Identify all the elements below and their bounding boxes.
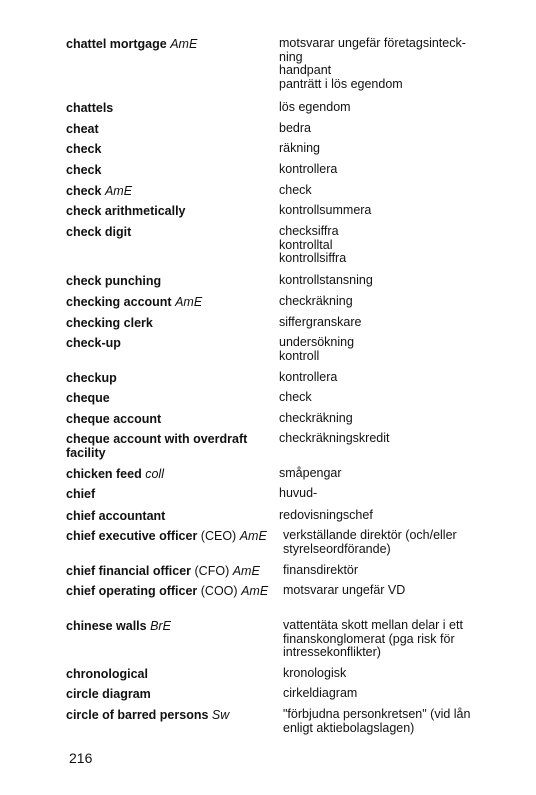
usage-label: AmE [239,529,267,543]
entry-term [66,225,286,239]
entry-translation: finansdirektör [283,563,359,577]
entry-term [66,432,286,460]
term-text: check arithmetically [66,204,186,218]
term-text: chattels [66,101,114,115]
entry-translation: bedra [279,121,311,135]
term-text: circle diagram [66,687,151,701]
entry-term [66,316,286,330]
entry-term [66,529,281,543]
entry-translation: checkräkning [279,411,353,425]
entry-translation: räkning [279,141,320,155]
entry-translation: cirkeldiagram [283,686,358,700]
entry-translation: redovisningschef [279,508,373,522]
entry-translation: småpengar [279,466,342,480]
term-text: circle of barred persons [66,708,209,722]
entry-translation: lös egendom [279,100,351,114]
entry-translation: motsvarar ungefär företagsinteck- ning handpant panträtt i lös egendom [279,36,466,91]
entry-term [66,584,281,598]
term-text: check-up [66,336,121,350]
term-text: chicken feed [66,467,142,481]
usage-label: coll [145,467,164,481]
term-text: chinese walls [66,619,147,633]
entry-translation: siffergranskare [279,315,362,329]
term-abbreviation: (COO) [200,584,238,598]
entry-term [66,667,286,681]
entry-translation: huvud- [279,486,318,500]
term-text: checkup [66,371,117,385]
usage-label: Sw [211,708,230,722]
term-text: chief accountant [66,509,166,523]
entry-term [66,708,286,722]
term-text: cheat [66,122,99,136]
usage-label: AmE [104,184,133,198]
term-abbreviation: (CFO) [194,564,230,578]
term-text: checking account [66,295,172,309]
term-text: cheque account [66,412,162,426]
entry-term [66,509,286,523]
entry-term [66,204,286,218]
usage-label: AmE [241,584,269,598]
term-text: checking clerk [66,316,153,330]
term-text: check digit [66,225,132,239]
term-text: cheque [66,391,110,405]
term-text: chief executive officer [66,529,198,543]
entry-term [66,467,286,481]
entry-term [66,391,286,405]
entry-translation: undersökning kontroll [279,335,355,363]
entry-term [66,184,286,198]
entry-translation: "förbjudna personkretsen" (vid lån enligt aktiebolagslagen) [283,707,471,735]
entry-translation: kontrollstansning [279,273,373,287]
entry-translation: checkräkningskredit [279,431,390,445]
entry-translation: kontrollera [279,370,338,384]
usage-label: BrE [150,619,171,633]
term-text: chief [66,487,96,501]
entry-term [66,687,286,701]
entry-translation: kronologisk [283,666,347,680]
entry-term [66,371,286,385]
entry-translation: kontrollera [279,162,338,176]
usage-label: AmE [170,37,198,51]
term-text: chief financial officer [66,564,192,578]
usage-label: AmE [175,295,203,309]
entry-translation: checkräkning [279,294,353,308]
entry-term [66,564,296,578]
entry-term [66,295,286,309]
term-text: chattel mortgage [66,37,167,51]
term-text: check [66,142,102,156]
entry-translation: verkställande direktör (och/eller styrelseordförande) [283,528,457,556]
entry-term [66,336,286,350]
term-text: cheque account with overdraft facility [66,432,248,460]
entry-term [66,122,286,136]
entry-translation: checksiffra kontrolltal kontrollsiffra [279,224,347,265]
page-number: 216 [69,750,93,766]
entry-translation: kontrollsummera [279,203,372,217]
entry-translation: vattentäta skott mellan delar i ett finanskonglomerat (pga risk för intressekonflikter) [283,618,463,659]
entry-term [66,37,286,51]
term-text: chronological [66,667,148,681]
entry-term [66,619,286,633]
entry-term [66,101,286,115]
entry-translation: check [279,183,312,197]
entry-term [66,142,286,156]
entry-translation: check [279,390,312,404]
term-text: check punching [66,274,162,288]
term-text: check [66,163,102,177]
entry-term [66,274,286,288]
term-abbreviation: (CEO) [200,529,237,543]
entry-term [66,163,286,177]
entry-translation: motsvarar ungefär VD [283,583,406,597]
term-text: chief operating officer [66,584,198,598]
usage-label: AmE [232,564,260,578]
term-text: check [66,184,102,198]
entry-term [66,412,286,426]
entry-term [66,487,286,501]
